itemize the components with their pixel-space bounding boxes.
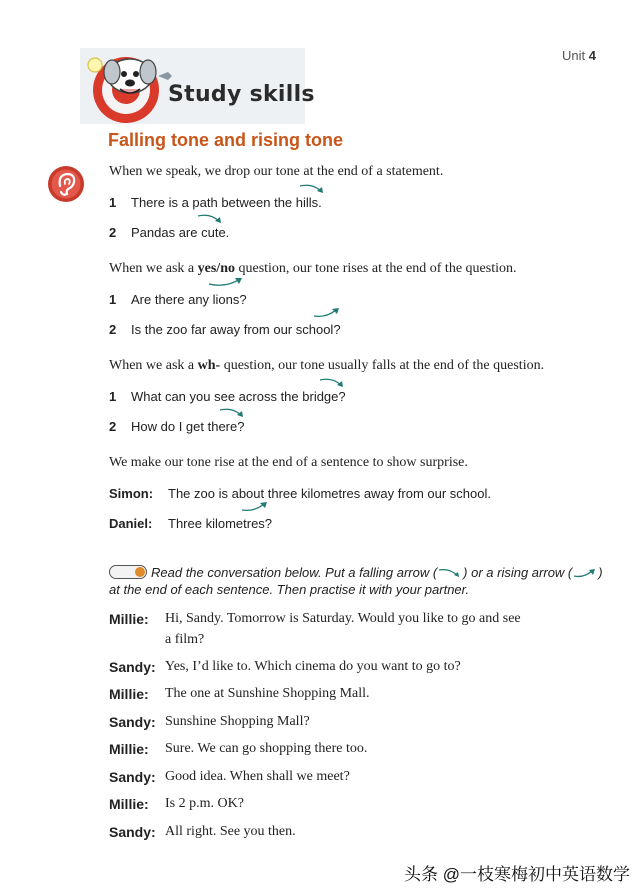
section-title: Falling tone and rising tone xyxy=(108,130,344,150)
example-number: 1 xyxy=(109,292,117,307)
dialogue-speaker: Sandy: xyxy=(109,769,156,785)
toggle-switch-icon xyxy=(109,565,147,579)
example-number: 1 xyxy=(109,195,117,210)
dialogue-line: All right. See you then. xyxy=(165,824,296,839)
dialogue-speaker: Millie: xyxy=(109,611,149,627)
surprise-intro: We make our tone rise at the end of a sentence to show surprise. xyxy=(109,455,468,470)
wh-intro: When we ask a wh- question, our tone usually falls at the end of the question. xyxy=(109,358,545,373)
example-text: Pandas are cute. xyxy=(131,225,230,240)
rising-arrow-icon xyxy=(572,567,598,579)
rising-arrow-icon xyxy=(240,500,270,514)
dialogue-speaker: Sandy: xyxy=(109,659,156,675)
example-text: Are there any lions? xyxy=(131,292,247,307)
rising-arrow-icon xyxy=(206,276,246,288)
falling-arrow-icon xyxy=(318,376,348,390)
example-number: 1 xyxy=(109,389,117,404)
falling-arrow-icon xyxy=(218,406,248,420)
dialogue-line: Hi, Sandy. Tomorrow is Saturday. Would you like to go and see xyxy=(165,611,521,626)
statement-intro: When we speak, we drop our tone at the end of a statement. xyxy=(109,164,444,179)
speaker-line: Three kilometres? xyxy=(168,516,273,531)
example-text: Is the zoo far away from our school? xyxy=(131,322,341,337)
dialogue-line: Yes, I’d like to. Which cinema do you want to go to? xyxy=(165,659,461,674)
wh-keyword: wh- xyxy=(197,358,221,373)
dialogue-line: a film? xyxy=(165,632,205,647)
example-text: What can you see across the bridge? xyxy=(131,389,346,404)
example-number: 2 xyxy=(109,322,117,337)
falling-arrow-icon xyxy=(196,212,226,226)
falling-arrow-icon xyxy=(298,182,328,196)
ear-listening-icon xyxy=(46,164,86,204)
example-number: 2 xyxy=(109,225,117,240)
instruction: Read the conversation below. Put a falling arrow ( ) or a rising arrow ( ) at the end of each sentence. Then practise it with your partner. xyxy=(109,565,603,597)
dialogue-line: Is 2 p.m. OK? xyxy=(165,796,244,811)
dialogue-speaker: Millie: xyxy=(109,686,149,702)
rising-arrow-icon xyxy=(312,306,342,320)
banner-title: Study skills xyxy=(168,82,315,107)
dialogue-speaker: Sandy: xyxy=(109,714,156,730)
example-text: There is a path between the hills. xyxy=(131,195,322,210)
unit-label: Unit 4 xyxy=(562,48,596,63)
dialogue-line: Good idea. When shall we meet? xyxy=(165,769,350,784)
speaker-name: Daniel: xyxy=(109,516,153,531)
dialogue-speaker: Millie: xyxy=(109,796,149,812)
dialogue-line: The one at Sunshine Shopping Mall. xyxy=(165,686,370,701)
falling-arrow-icon xyxy=(437,567,463,579)
dialogue-line: Sunshine Shopping Mall? xyxy=(165,714,310,729)
example-number: 2 xyxy=(109,419,117,434)
speaker-line: The zoo is about three kilometres away from our school. xyxy=(168,486,491,501)
dialogue-speaker: Millie: xyxy=(109,741,149,757)
yesno-intro: When we ask a yes/no question, our tone rises at the end of the question. xyxy=(109,261,517,276)
speaker-name: Simon: xyxy=(109,486,154,501)
yesno-keyword: yes/no xyxy=(197,261,235,276)
example-text: How do I get there? xyxy=(131,419,245,434)
dialogue-line: Sure. We can go shopping there too. xyxy=(165,741,368,756)
watermark: 头条 @一枝寒梅初中英语数学 xyxy=(404,865,630,884)
dialogue-speaker: Sandy: xyxy=(109,824,156,840)
